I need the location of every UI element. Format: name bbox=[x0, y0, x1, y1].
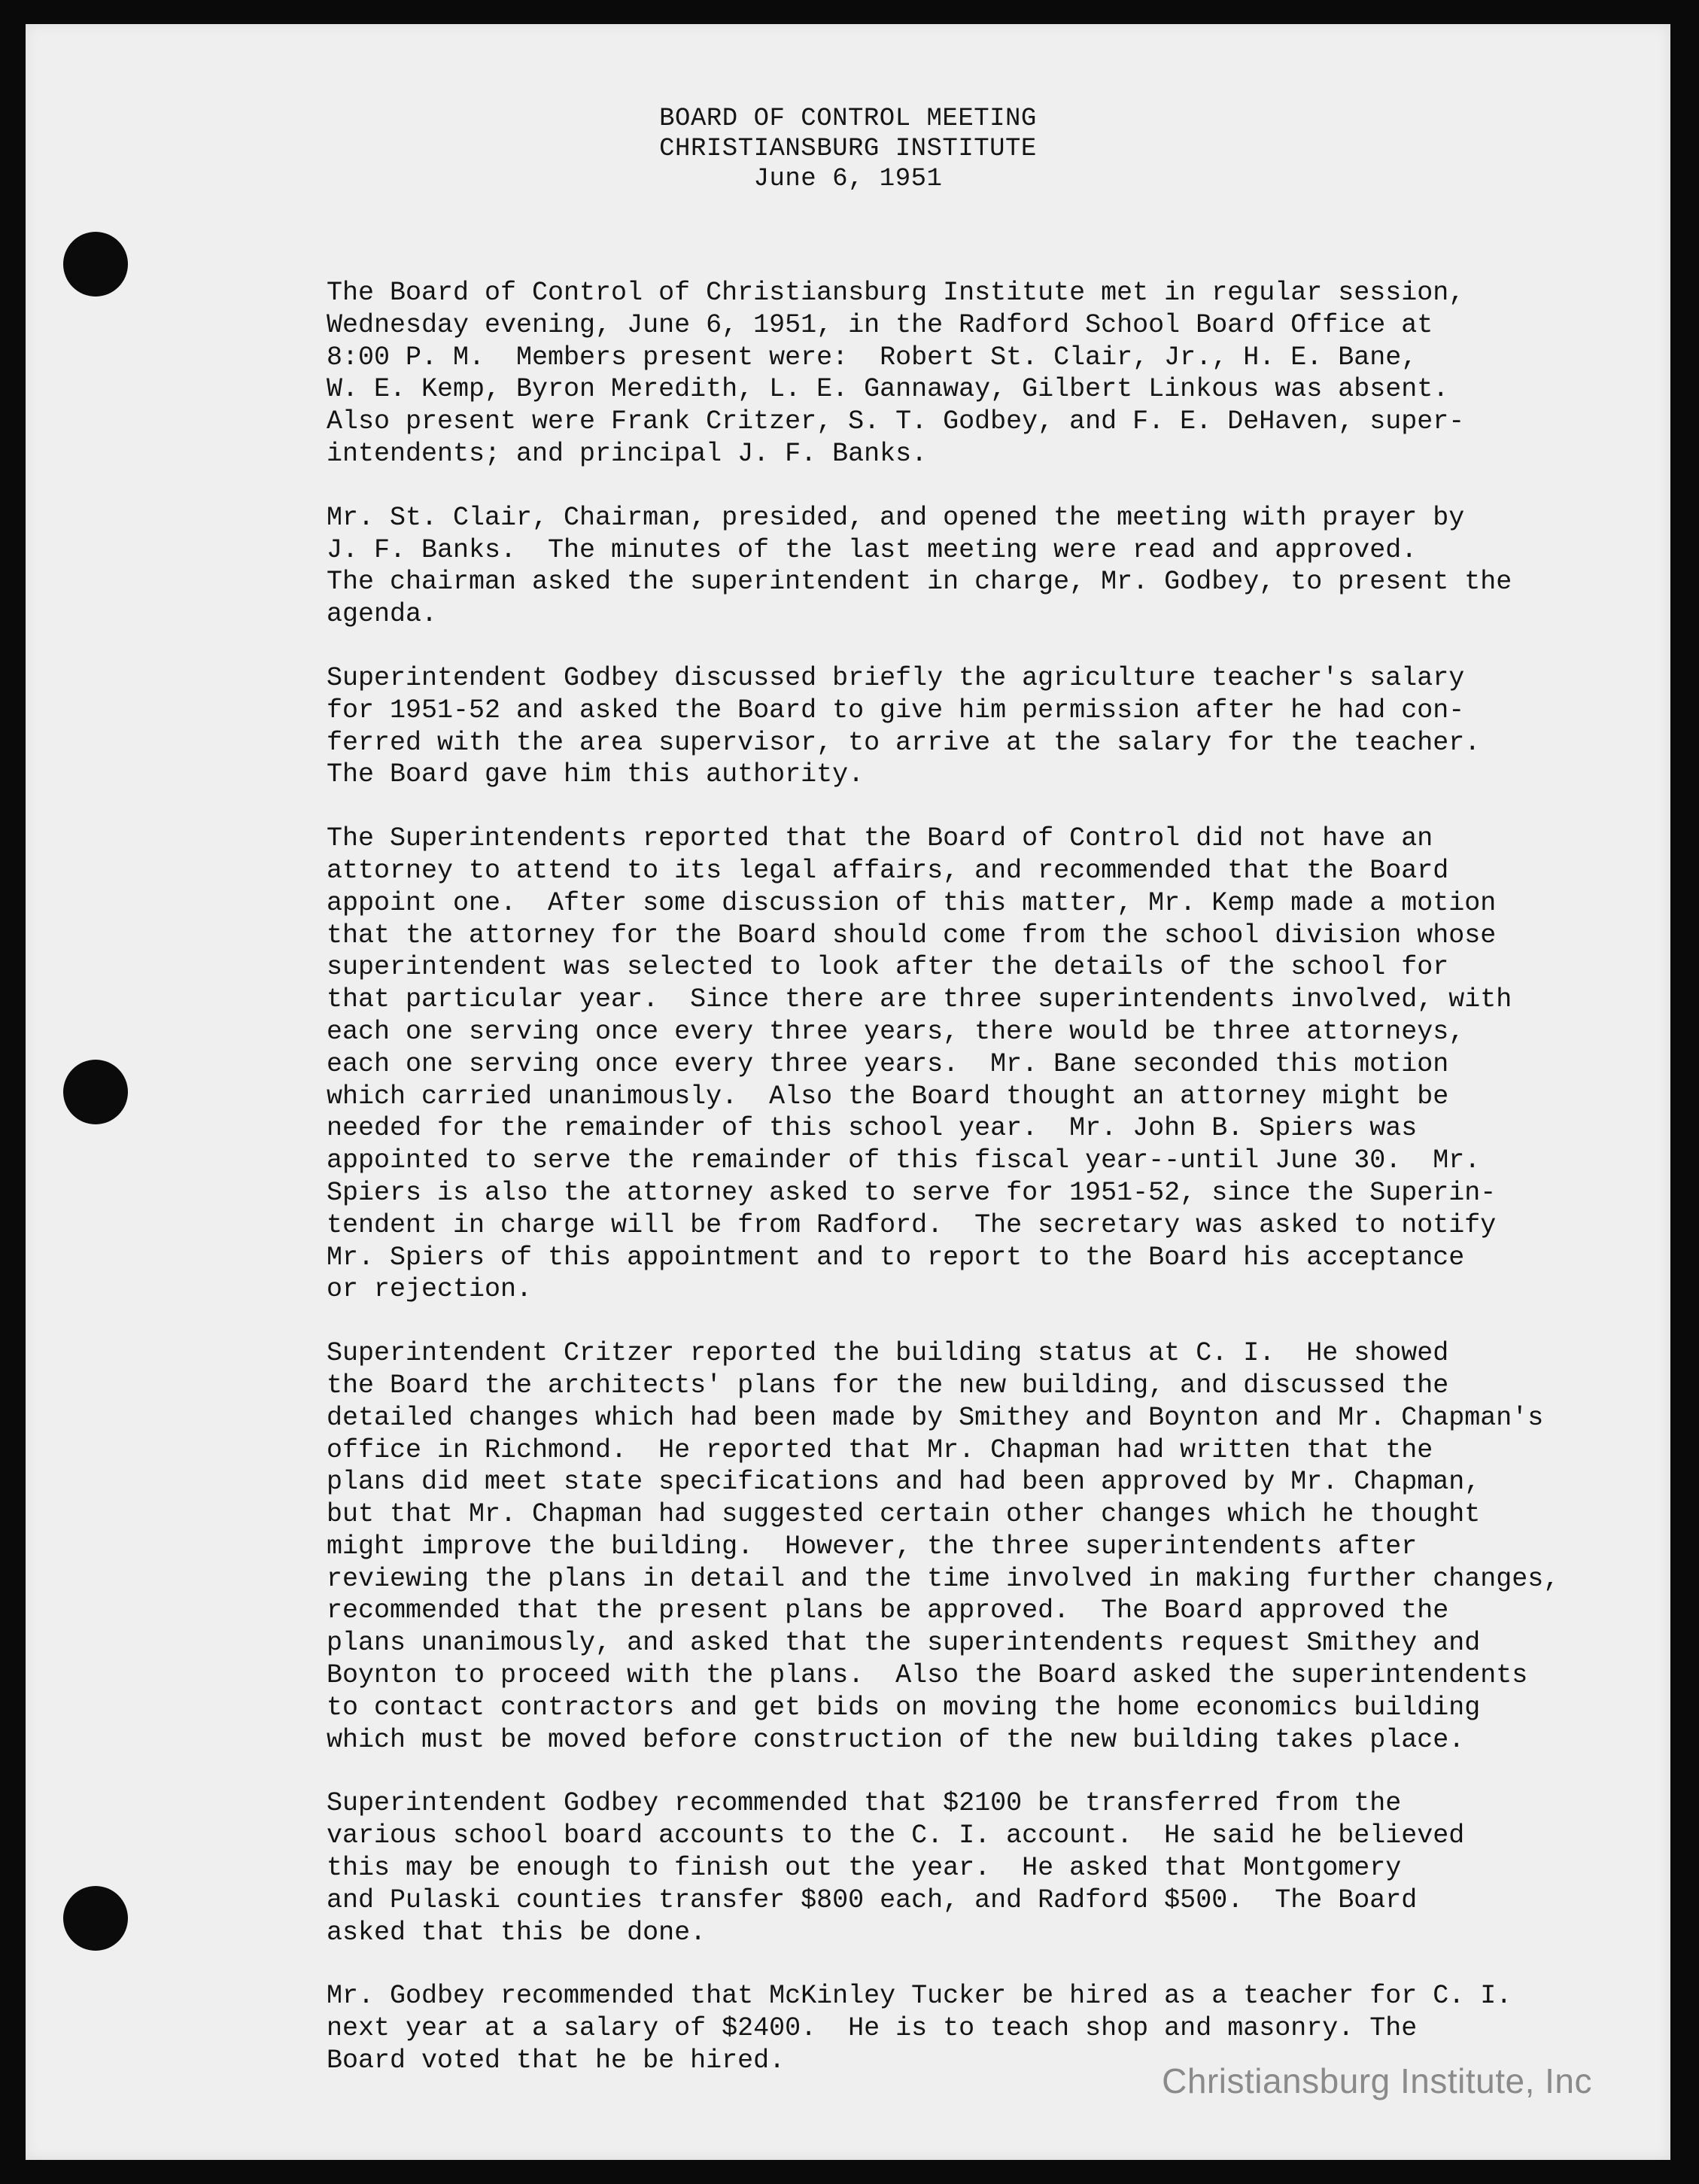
document-body bbox=[327, 277, 1606, 2109]
text-line: intendents; and principal J. F. Banks. bbox=[327, 438, 928, 469]
text-line: and Pulaski counties transfer $800 each, and Radford $500. The Board bbox=[327, 1884, 1418, 1915]
document-header bbox=[26, 104, 1670, 194]
paragraph bbox=[327, 662, 1606, 791]
text-line: Mr. Spiers of this appointment and to report to the Board his acceptance bbox=[327, 1242, 1465, 1273]
text-line: agenda. bbox=[327, 599, 438, 630]
text-line: that the attorney for the Board should come from the school division whose bbox=[327, 920, 1497, 951]
text-line: various school board accounts to the C. I. account. He said he believed bbox=[327, 1821, 1465, 1851]
text-line: plans unanimously, and asked that the superintendents request Smithey and bbox=[327, 1628, 1481, 1659]
watermark: Christiansburg Institute, Inc bbox=[1162, 2061, 1592, 2100]
paragraph bbox=[327, 277, 1606, 470]
text-line: ferred with the area supervisor, to arrive at the salary for the teacher. bbox=[327, 727, 1481, 758]
text-line: Board voted that he be hired. bbox=[327, 2046, 786, 2076]
text-line: The chairman asked the superintendent in charge, Mr. Godbey, to present the bbox=[327, 567, 1512, 598]
text-line: or rejection. bbox=[327, 1274, 533, 1305]
text-line: plans did meet state specifications and had been approved by Mr. Chapman, bbox=[327, 1467, 1481, 1498]
text-line: tendent in charge will be from Radford. The secretary was asked to notify bbox=[327, 1209, 1497, 1240]
text-line: The Board of Control of Christiansburg Institute met in regular session, bbox=[327, 278, 1465, 308]
punch-hole bbox=[63, 232, 128, 297]
text-line: next year at a salary of $2400. He is to teach shop and masonry. The bbox=[327, 2013, 1418, 2044]
text-line: Also present were Frank Critzer, S. T. Godbey, and F. E. DeHaven, super- bbox=[327, 406, 1465, 437]
text-line: Boynton to proceed with the plans. Also the Board asked the superintendents bbox=[327, 1660, 1528, 1691]
text-line: detailed changes which had been made by Smithey and Boynton and Mr. Chapman's bbox=[327, 1402, 1544, 1433]
paragraph bbox=[327, 1337, 1606, 1756]
text-line: office in Richmond. He reported that Mr. Chapman had written that the bbox=[327, 1434, 1433, 1465]
document-page bbox=[26, 24, 1670, 2160]
text-line: attorney to attend to its legal affairs, and recommended that the Board bbox=[327, 855, 1449, 886]
text-line: but that Mr. Chapman had suggested certain other changes which he thought bbox=[327, 1499, 1481, 1530]
header-institution: CHRISTIANSBURG INSTITUTE bbox=[659, 135, 1037, 163]
text-line: Superintendent Godbey discussed briefly the agriculture teacher's salary bbox=[327, 662, 1465, 693]
header-date: June 6, 1951 bbox=[753, 165, 943, 193]
text-line: needed for the remainder of this school year. Mr. John B. Spiers was bbox=[327, 1113, 1418, 1144]
text-line: this may be enough to finish out the year. He asked that Montgomery bbox=[327, 1853, 1402, 1884]
text-line: superintendent was selected to look after the details of the school for bbox=[327, 952, 1449, 983]
paragraph bbox=[327, 823, 1606, 1306]
text-line: Spiers is also the attorney asked to serve for 1951-52, since the Superin- bbox=[327, 1177, 1497, 1208]
text-line: for 1951-52 and asked the Board to give him permission after he had con- bbox=[327, 695, 1465, 725]
text-line: might improve the building. However, the three superintendents after bbox=[327, 1531, 1418, 1562]
punch-hole bbox=[63, 1886, 128, 1951]
text-line: appoint one. After some discussion of this matter, Mr. Kemp made a motion bbox=[327, 887, 1497, 918]
text-line: W. E. Kemp, Byron Meredith, L. E. Gannaway, Gilbert Linkous was absent. bbox=[327, 374, 1449, 405]
text-line: which carried unanimously. Also the Board thought an attorney might be bbox=[327, 1081, 1449, 1112]
text-line: reviewing the plans in detail and the time involved in making further changes, bbox=[327, 1563, 1560, 1594]
text-line: that particular year. Since there are three superintendents involved, with bbox=[327, 984, 1512, 1015]
text-line: each one serving once every three years. Mr. Bane seconded this motion bbox=[327, 1048, 1449, 1079]
text-line: Superintendent Critzer reported the building status at C. I. He showed bbox=[327, 1338, 1449, 1369]
text-line: J. F. Banks. The minutes of the last meeting were read and approved. bbox=[327, 534, 1418, 565]
text-line: each one serving once every three years, there would be three attorneys, bbox=[327, 1016, 1465, 1047]
text-line: Superintendent Godbey recommended that $2100 be transferred from the bbox=[327, 1788, 1402, 1819]
text-line: Mr. Godbey recommended that McKinley Tucker be hired as a teacher for C. I. bbox=[327, 1981, 1512, 2012]
text-line: recommended that the present plans be approved. The Board approved the bbox=[327, 1595, 1449, 1626]
text-line: the Board the architects' plans for the new building, and discussed the bbox=[327, 1370, 1449, 1401]
text-line: asked that this be done. bbox=[327, 1917, 707, 1948]
text-line: The Superintendents reported that the Board of Control did not have an bbox=[327, 823, 1433, 854]
paragraph bbox=[327, 502, 1606, 631]
text-line: The Board gave him this authority. bbox=[327, 759, 865, 790]
text-line: which must be moved before construction of the new building takes place. bbox=[327, 1724, 1465, 1755]
text-line: Mr. St. Clair, Chairman, presided, and opened the meeting with prayer by bbox=[327, 502, 1465, 533]
header-title: BOARD OF CONTROL MEETING bbox=[659, 105, 1037, 133]
text-line: Wednesday evening, June 6, 1951, in the Radford School Board Office at bbox=[327, 309, 1433, 340]
text-line: 8:00 P. M. Members present were: Robert St. Clair, Jr., H. E. Bane, bbox=[327, 342, 1418, 373]
text-line: appointed to serve the remainder of this fiscal year--until June 30. Mr. bbox=[327, 1145, 1481, 1176]
punch-hole bbox=[63, 1060, 128, 1124]
paragraph bbox=[327, 1787, 1606, 1948]
text-line: to contact contractors and get bids on moving the home economics building bbox=[327, 1692, 1481, 1723]
